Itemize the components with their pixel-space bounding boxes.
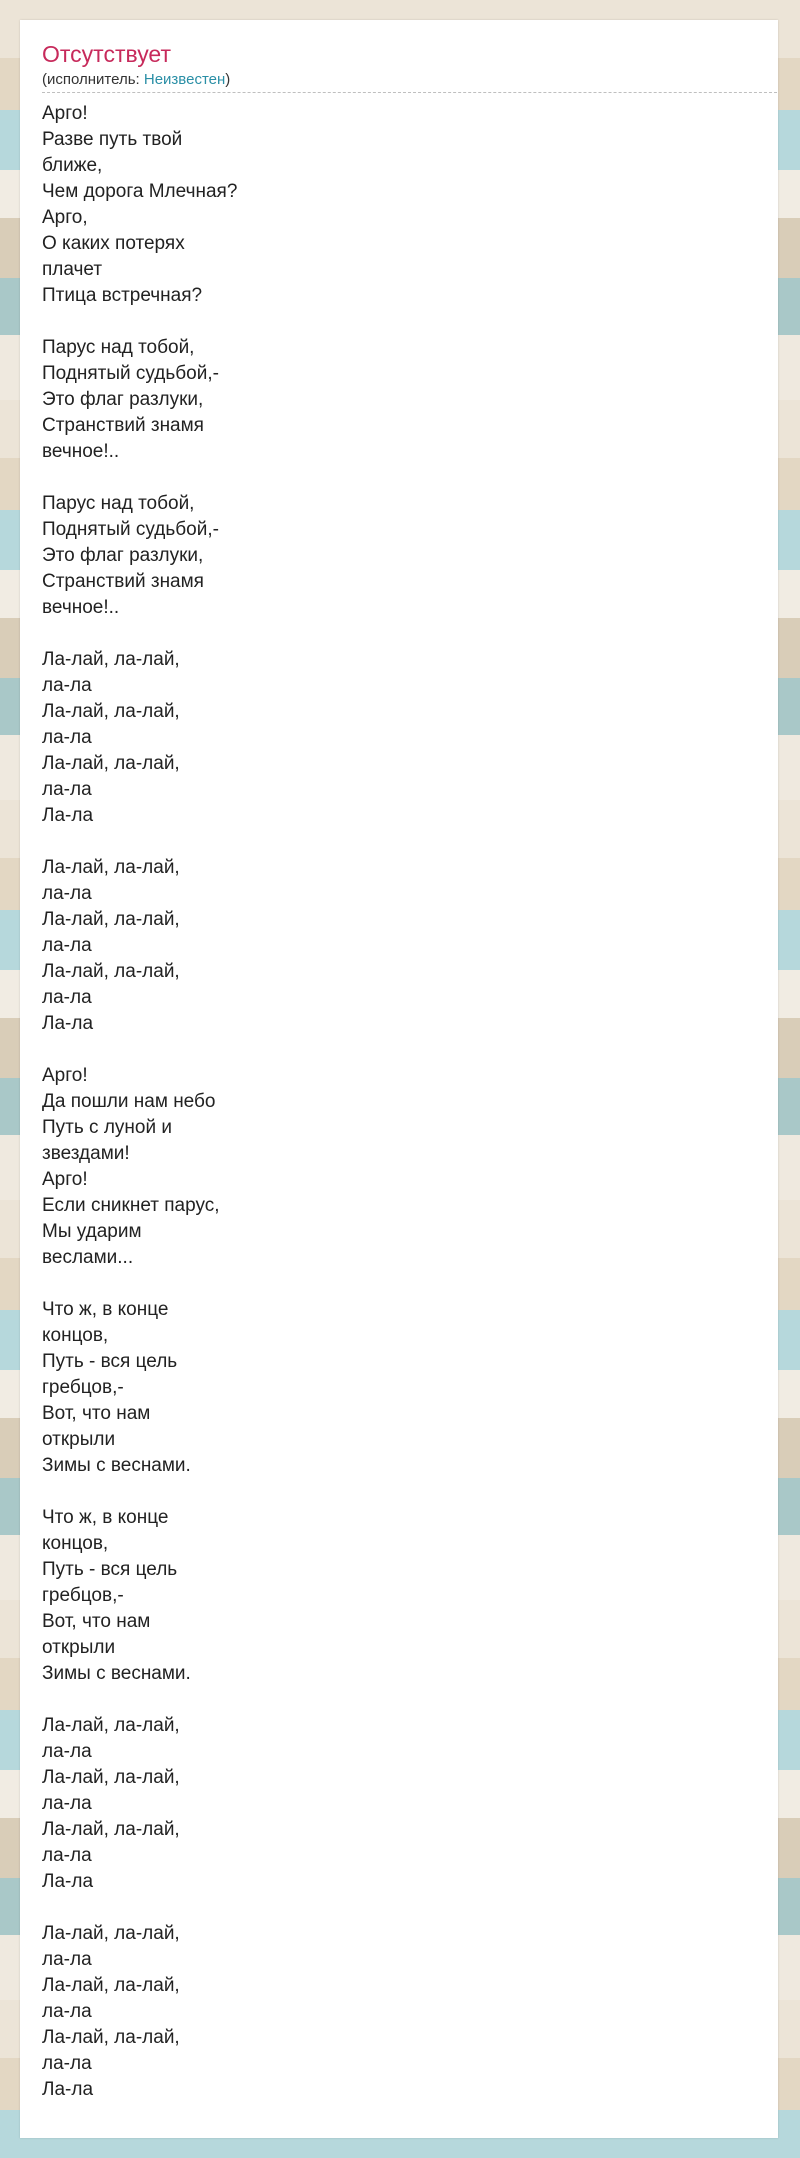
lyrics-line: Вот, что нам [42, 1403, 151, 1424]
lyrics-blank-line [42, 829, 442, 855]
lyrics-line: Что ж, в конце [42, 1299, 169, 1320]
lyrics-line: ближе, [42, 155, 103, 176]
lyrics-line: Да пошли нам небо [42, 1091, 216, 1112]
lyrics-line: концов, [42, 1533, 109, 1554]
lyrics-line: Странствий знамя [42, 415, 204, 436]
lyrics-line: Ла-лай, ла-лай, [42, 1923, 180, 1944]
lyrics-line: гребцов,- [42, 1585, 124, 1606]
lyrics-line: веслами... [42, 1247, 134, 1268]
lyrics-line: Поднятый судьбой,- [42, 363, 219, 384]
lyrics-line: О каких потерях [42, 233, 185, 254]
lyrics-line: ла-ла [42, 727, 92, 748]
lyrics-line: Поднятый судьбой,- [42, 519, 219, 540]
performer-prefix: (исполнитель: [42, 71, 144, 88]
lyrics-line: Зимы с веснами. [42, 1663, 191, 1684]
lyrics-line: вечное!.. [42, 441, 120, 462]
lyrics-line: Ла-лай, ла-лай, [42, 1767, 180, 1788]
lyrics-blank-line [42, 465, 442, 491]
lyrics-line: Странствий знамя [42, 571, 204, 592]
lyrics-line: Ла-лай, ла-лай, [42, 857, 180, 878]
lyrics-line: Арго, [42, 207, 88, 228]
lyrics-line: Парус над тобой, [42, 337, 195, 358]
lyrics-line: открыли [42, 1637, 116, 1658]
lyrics-line: ла-ла [42, 1741, 92, 1762]
lyrics-line: Ла-лай, ла-лай, [42, 2027, 180, 2048]
lyrics-line: Арго! [42, 1065, 88, 1086]
lyrics-line: Чем дорога Млечная? [42, 181, 238, 202]
lyrics-blank-line [42, 1271, 442, 1297]
lyrics-blank-line [42, 1037, 442, 1063]
lyrics-line: Ла-ла [42, 1013, 94, 1034]
song-title: Отсутствует [42, 41, 171, 67]
lyrics-line: Если сникнет парус, [42, 1195, 220, 1216]
lyrics-line: концов, [42, 1325, 109, 1346]
lyrics-line: Путь - вся цель [42, 1559, 178, 1580]
lyrics-line: плачет [42, 259, 103, 280]
lyrics-line: ла-ла [42, 779, 92, 800]
dashed-divider [42, 92, 777, 93]
lyrics-line: Ла-ла [42, 1871, 94, 1892]
lyrics-line: ла-ла [42, 987, 92, 1008]
lyrics-line: ла-ла [42, 1793, 92, 1814]
lyrics-line: Ла-ла [42, 805, 94, 826]
lyrics-line: открыли [42, 1429, 116, 1450]
lyrics-line: Это флаг разлуки, [42, 389, 204, 410]
lyrics-line: Мы ударим [42, 1221, 142, 1242]
lyrics-line: вечное!.. [42, 597, 120, 618]
lyrics-line: Ла-лай, ла-лай, [42, 753, 180, 774]
lyrics-blank-line [42, 1479, 442, 1505]
lyrics-blank-line [42, 309, 442, 335]
lyrics-line: Ла-лай, ла-лай, [42, 1975, 180, 1996]
lyrics-text [42, 101, 442, 2103]
lyrics-line: ла-ла [42, 1949, 92, 1970]
lyrics-line: ла-ла [42, 883, 92, 904]
lyrics-line: Это флаг разлуки, [42, 545, 204, 566]
lyrics-line: ла-ла [42, 935, 92, 956]
lyrics-line: ла-ла [42, 2053, 92, 2074]
lyrics-line: Путь с луной и [42, 1117, 172, 1138]
lyrics-line: Арго! [42, 103, 88, 124]
lyrics-line: Ла-лай, ла-лай, [42, 1819, 180, 1840]
lyrics-line: ла-ла [42, 2001, 92, 2022]
lyrics-line: Ла-лай, ла-лай, [42, 909, 180, 930]
lyrics-line: Ла-ла [42, 2079, 94, 2100]
lyrics-line: ла-ла [42, 675, 92, 696]
lyrics-line: ла-ла [42, 1845, 92, 1866]
lyrics-line: Разве путь твой [42, 129, 183, 150]
lyrics-line: гребцов,- [42, 1377, 124, 1398]
lyrics-line: Арго! [42, 1169, 88, 1190]
lyrics-line: Зимы с веснами. [42, 1455, 191, 1476]
lyrics-line: Парус над тобой, [42, 493, 195, 514]
artist-link[interactable]: Неизвестен [143, 71, 226, 88]
performer-suffix: ) [225, 71, 231, 88]
lyrics-line: Вот, что нам [42, 1611, 151, 1632]
performer-line [42, 71, 230, 89]
lyrics-line: Птица встречная? [42, 285, 203, 306]
lyrics-line: Что ж, в конце [42, 1507, 169, 1528]
lyrics-blank-line [42, 1687, 442, 1713]
lyrics-line: Ла-лай, ла-лай, [42, 961, 180, 982]
lyrics-line: Ла-лай, ла-лай, [42, 1715, 180, 1736]
lyrics-line: Путь - вся цель [42, 1351, 178, 1372]
lyrics-card [20, 20, 778, 2138]
lyrics-line: Ла-лай, ла-лай, [42, 649, 180, 670]
lyrics-blank-line [42, 1895, 442, 1921]
lyrics-line: звездами! [42, 1143, 130, 1164]
lyrics-blank-line [42, 621, 442, 647]
lyrics-line: Ла-лай, ла-лай, [42, 701, 180, 722]
